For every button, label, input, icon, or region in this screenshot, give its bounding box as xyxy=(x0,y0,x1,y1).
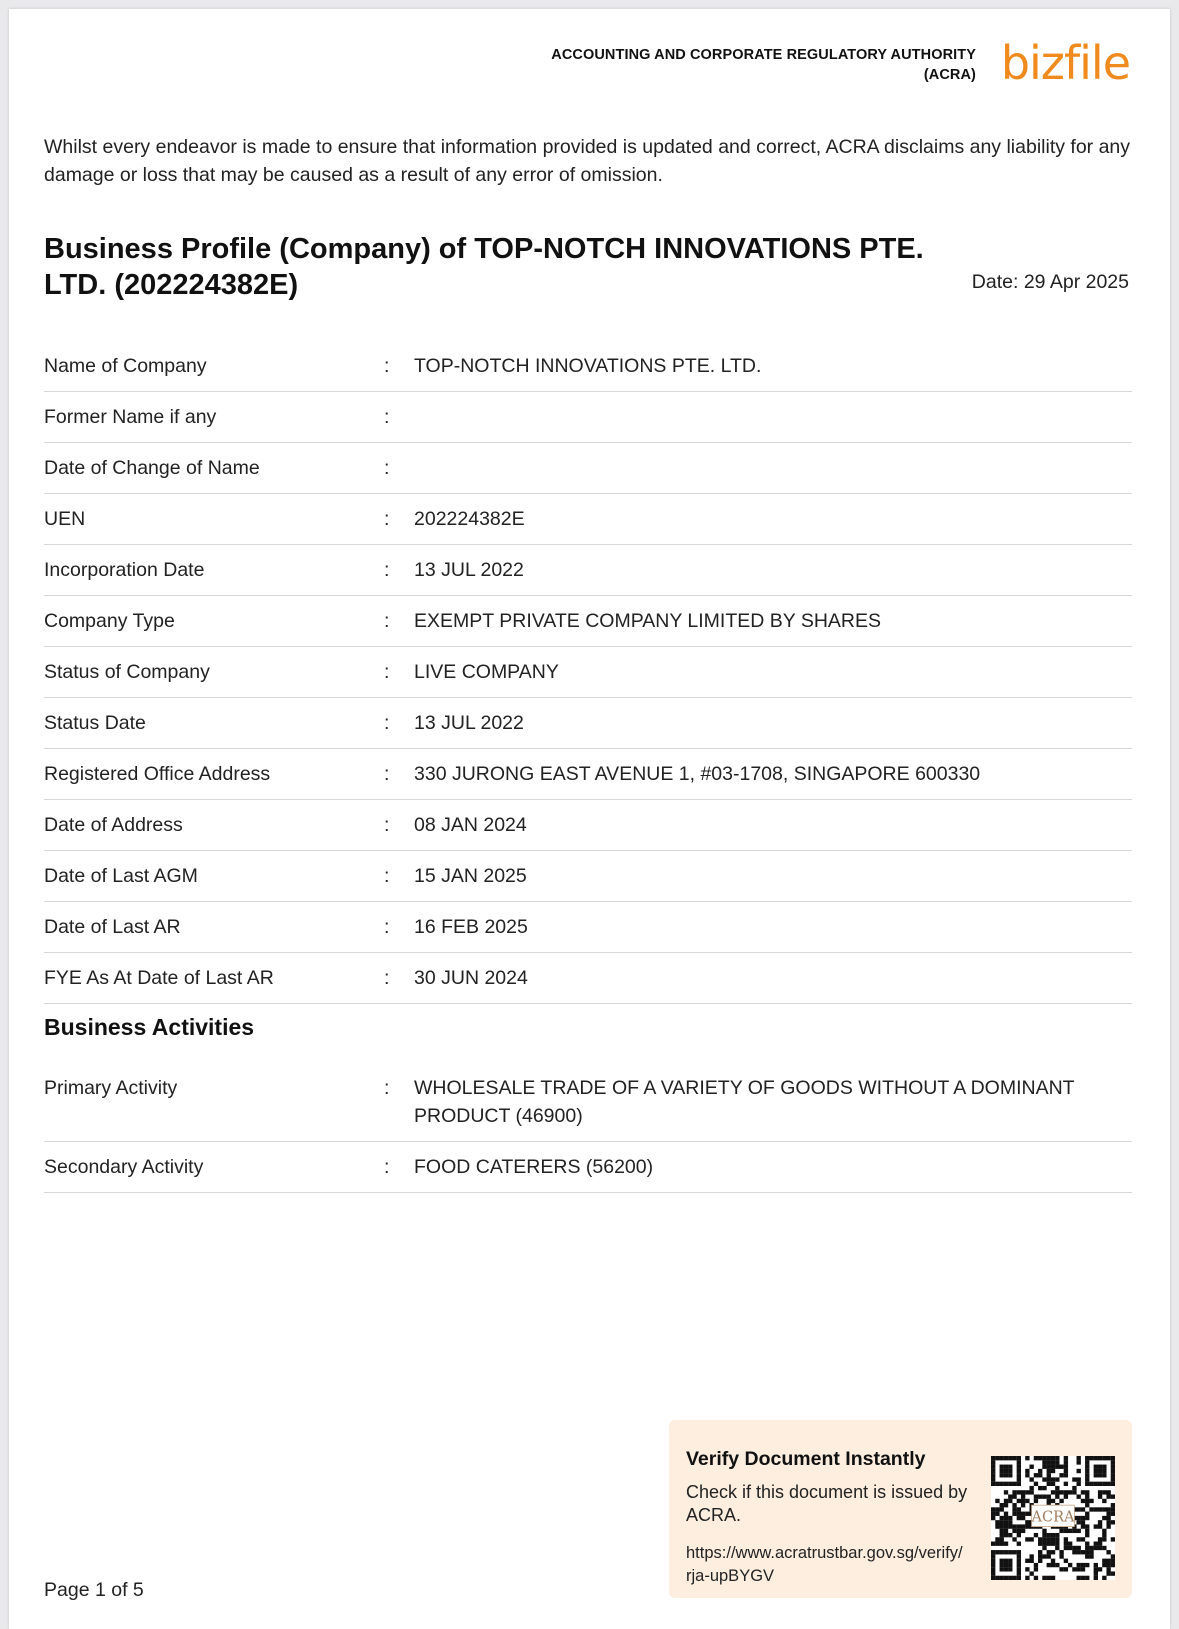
row-separator: : xyxy=(384,559,390,581)
table-row xyxy=(44,800,1132,851)
row-label: Status Date xyxy=(44,712,146,734)
row-separator: : xyxy=(384,967,390,989)
table-row xyxy=(44,1142,1132,1193)
table-row xyxy=(44,953,1132,1004)
row-value: 13 JUL 2022 xyxy=(414,559,524,581)
row-label: Status of Company xyxy=(44,661,210,683)
row-value: 16 FEB 2025 xyxy=(414,916,528,938)
row-value: WHOLESALE TRADE OF A VARIETY OF GOODS WITHOUT A DOMINANT PRODUCT (46900) xyxy=(414,1077,1075,1127)
qr-code-icon[interactable] xyxy=(991,1456,1115,1580)
document-page xyxy=(9,9,1170,1629)
row-value: FOOD CATERERS (56200) xyxy=(414,1156,654,1178)
row-separator: : xyxy=(384,661,390,683)
authority-name-line2: (ACRA) xyxy=(923,67,976,83)
row-label: FYE As At Date of Last AR xyxy=(44,967,274,989)
authority-name xyxy=(551,45,976,85)
authority-name-line1: ACCOUNTING AND CORPORATE REGULATORY AUTHORITY xyxy=(551,47,976,63)
table-row xyxy=(44,596,1132,647)
disclaimer-text: Whilst every endeavor is made to ensure that information provided is updated and correct, ACRA disclaims any liability for any damage or loss that may be caused as a result of any error of omission. xyxy=(44,136,1131,186)
row-value: 330 JURONG EAST AVENUE 1, #03-1708, SINGAPORE 600330 xyxy=(414,763,981,785)
row-separator: : xyxy=(384,763,390,785)
row-value: 13 JUL 2022 xyxy=(414,712,524,734)
table-row xyxy=(44,443,1132,494)
table-row xyxy=(44,749,1132,800)
row-label: Date of Last AR xyxy=(44,916,181,938)
row-separator: : xyxy=(384,712,390,734)
row-separator: : xyxy=(384,916,390,938)
table-row xyxy=(44,341,1132,392)
row-separator: : xyxy=(384,1156,390,1178)
document-date: Date: 29 Apr 2025 xyxy=(971,271,1129,293)
row-value: 15 JAN 2025 xyxy=(414,865,527,887)
row-value: EXEMPT PRIVATE COMPANY LIMITED BY SHARES xyxy=(414,610,882,632)
qr-logo-text: ACRA xyxy=(1031,1509,1075,1526)
row-value: TOP-NOTCH INNOVATIONS PTE. LTD. xyxy=(414,355,762,377)
business-activities-heading: Business Activities xyxy=(44,1014,255,1040)
verify-url-link[interactable]: https://www.acratrustbar.gov.sg/verify/rja-upBYGV xyxy=(686,1544,963,1585)
table-row xyxy=(44,1063,1132,1142)
company-profile-table xyxy=(44,341,1132,1004)
row-label: Date of Last AGM xyxy=(44,865,198,887)
row-label: UEN xyxy=(44,508,86,530)
table-row xyxy=(44,851,1132,902)
verify-document-panel xyxy=(669,1420,1132,1598)
row-separator: : xyxy=(384,610,390,632)
table-row xyxy=(44,545,1132,596)
verify-description: Check if this document is issued by ACRA. xyxy=(686,1482,968,1525)
document-header xyxy=(9,9,1170,99)
bizfile-logo: bizfile xyxy=(1000,36,1130,90)
table-row xyxy=(44,647,1132,698)
table-row xyxy=(44,392,1132,443)
row-label: Former Name if any xyxy=(44,406,217,428)
table-row xyxy=(44,494,1132,545)
business-activities-table xyxy=(44,1063,1132,1193)
row-label: Primary Activity xyxy=(44,1077,178,1099)
row-label: Company Type xyxy=(44,610,175,632)
row-label: Date of Address xyxy=(44,814,183,836)
row-separator: : xyxy=(384,814,390,836)
row-value: 08 JAN 2024 xyxy=(414,814,527,836)
row-label: Name of Company xyxy=(44,355,207,377)
row-separator: : xyxy=(384,865,390,887)
row-value: 202224382E xyxy=(414,508,525,530)
table-row xyxy=(44,698,1132,749)
row-separator: : xyxy=(384,508,390,530)
row-separator: : xyxy=(384,457,390,479)
row-label: Registered Office Address xyxy=(44,763,271,785)
row-value: 30 JUN 2024 xyxy=(414,967,528,989)
table-row xyxy=(44,902,1132,953)
verify-title: Verify Document Instantly xyxy=(686,1448,926,1470)
row-label: Incorporation Date xyxy=(44,559,205,581)
row-label: Date of Change of Name xyxy=(44,457,260,479)
row-separator: : xyxy=(384,1077,390,1099)
row-label: Secondary Activity xyxy=(44,1156,204,1178)
page-number: Page 1 of 5 xyxy=(44,1579,144,1601)
row-separator: : xyxy=(384,406,390,428)
row-separator: : xyxy=(384,355,390,377)
page-title: Business Profile (Company) of TOP-NOTCH INNOVATIONS PTE. LTD. (202224382E) xyxy=(44,233,924,301)
row-value: LIVE COMPANY xyxy=(414,661,559,683)
